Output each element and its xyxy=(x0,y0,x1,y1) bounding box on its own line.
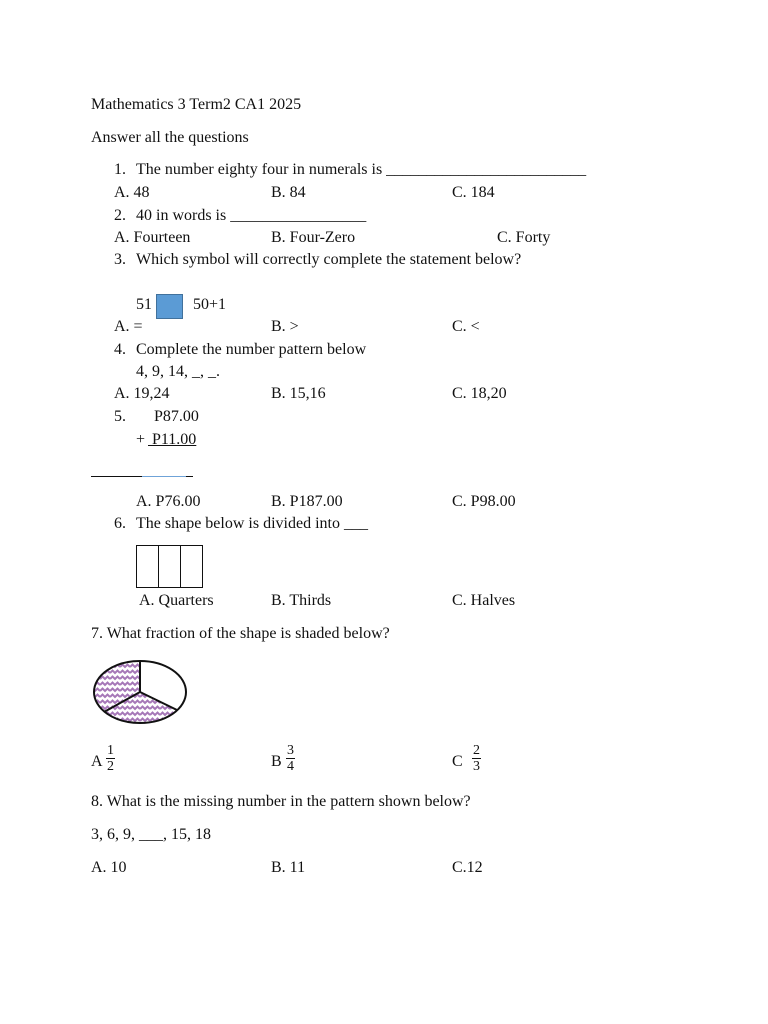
q6-option-c[interactable]: C. Halves xyxy=(452,592,516,609)
q5-option-c[interactable]: C. P98.00 xyxy=(452,493,516,510)
q3-right-value: 50+1 xyxy=(193,296,227,313)
question-2-number: 2. xyxy=(114,207,126,224)
q6-option-b[interactable]: B. Thirds xyxy=(271,592,332,609)
q7-b-fraction xyxy=(286,743,295,774)
question-3-number: 3. xyxy=(114,251,126,268)
q7-c-letter: C xyxy=(452,753,463,770)
q2-option-c[interactable]: C. Forty xyxy=(497,229,551,246)
q7-c-denominator: 3 xyxy=(473,759,480,774)
q7-a-numerator: 1 xyxy=(107,743,114,758)
q7-a-letter: A xyxy=(91,753,103,770)
q8-option-c[interactable]: C.12 xyxy=(452,859,483,876)
question-1-text: The number eighty four in numerals is _________________________ xyxy=(136,161,587,178)
q5-line-1: P87.00 xyxy=(154,408,199,425)
question-6-number: 6. xyxy=(114,515,126,532)
question-6-text: The shape below is divided into ___ xyxy=(136,515,368,532)
q7-c-fraction xyxy=(472,743,481,774)
q3-option-c[interactable]: C. < xyxy=(452,318,480,335)
q5-option-b[interactable]: B. P187.00 xyxy=(271,493,343,510)
q4-pattern: 4, 9, 14, _, _. xyxy=(136,363,220,380)
q2-option-b[interactable]: B. Four-Zero xyxy=(271,229,356,246)
question-5-number: 5. xyxy=(114,408,126,425)
page-title: Mathematics 3 Term2 CA1 2025 xyxy=(91,96,302,113)
q7-b-letter: B xyxy=(271,753,282,770)
q7-b-numerator: 3 xyxy=(287,743,294,758)
question-4-text: Complete the number pattern below xyxy=(136,341,367,358)
q1-option-a[interactable]: A. 48 xyxy=(114,184,150,201)
q3-option-b[interactable]: B. > xyxy=(271,318,299,335)
q7-b-denominator: 4 xyxy=(287,759,294,774)
q3-left-value: 51 xyxy=(136,296,152,313)
q7-c-numerator: 2 xyxy=(473,743,480,758)
q6-option-a[interactable]: A. Quarters xyxy=(139,592,214,609)
sum-rule-accent xyxy=(142,476,186,477)
q1-option-b[interactable]: B. 84 xyxy=(271,184,306,201)
q4-option-b[interactable]: B. 15,16 xyxy=(271,385,326,402)
divider-line xyxy=(180,546,181,587)
divided-rectangle xyxy=(136,545,203,588)
q7-a-fraction xyxy=(106,743,115,774)
q4-option-c[interactable]: C. 18,20 xyxy=(452,385,507,402)
q7-a-denominator: 2 xyxy=(107,759,114,774)
question-2-text: 40 in words is _________________ xyxy=(136,207,367,224)
q5-option-a[interactable]: A. P76.00 xyxy=(136,493,201,510)
divider-line xyxy=(158,546,159,587)
q8-pattern: 3, 6, 9, ___, 15, 18 xyxy=(91,826,211,843)
q8-option-a[interactable]: A. 10 xyxy=(91,859,127,876)
q2-option-a[interactable]: A. Fourteen xyxy=(114,229,191,246)
q3-option-a[interactable]: A. = xyxy=(114,318,143,335)
q8-option-b[interactable]: B. 11 xyxy=(271,859,306,876)
q5-line-2: P11.00 xyxy=(148,431,197,448)
question-4-number: 4. xyxy=(114,341,126,358)
q1-option-c[interactable]: C. 184 xyxy=(452,184,495,201)
question-1-number: 1. xyxy=(114,161,126,178)
symbol-box xyxy=(156,294,183,319)
instruction: Answer all the questions xyxy=(91,129,249,146)
question-7-text: 7. What fraction of the shape is shaded below? xyxy=(91,625,390,642)
question-3-text: Which symbol will correctly complete the statement below? xyxy=(136,251,522,268)
shaded-circle xyxy=(90,657,190,727)
q4-option-a[interactable]: A. 19,24 xyxy=(114,385,170,402)
q5-plus: + xyxy=(136,431,150,448)
question-8-text: 8. What is the missing number in the pattern shown below? xyxy=(91,793,471,810)
